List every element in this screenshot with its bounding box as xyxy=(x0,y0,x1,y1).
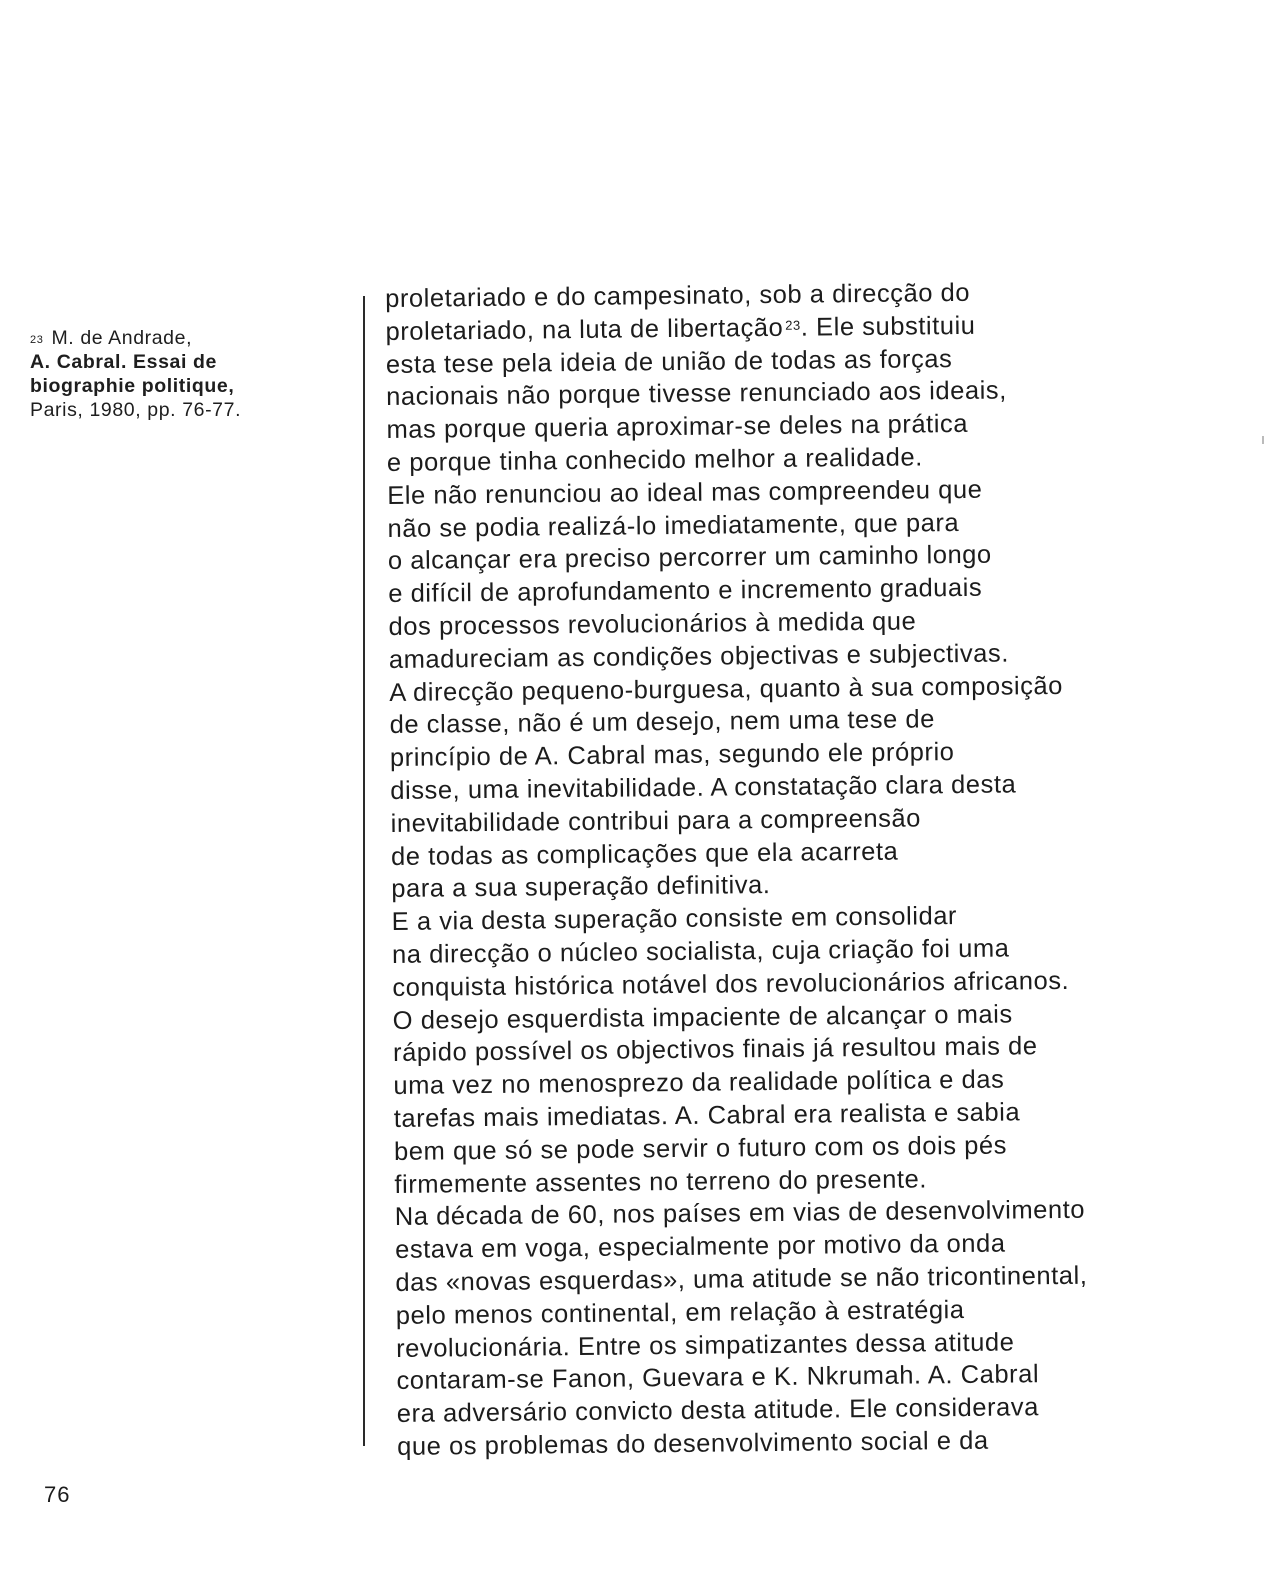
margin-rule xyxy=(363,296,365,1446)
footnote xyxy=(30,326,340,422)
text-line: inevitabilidade contribui para a compreensão xyxy=(390,804,922,838)
text-line: esta tese pela ideia de união de todas as forças xyxy=(385,344,953,379)
text-line: para a sua superação definitiva. xyxy=(391,871,771,904)
text-line: proletariado, na luta de libertação $^{23}$. Ele substituiu xyxy=(385,311,976,346)
text-line: E a via desta superação consiste em consolidar xyxy=(391,902,958,937)
text-line: nacionais não porque tivesse renunciado aos ideais, xyxy=(386,376,1007,412)
footnote-line: biographie politique, xyxy=(30,375,235,397)
text-line: revolucionária. Entre os simpatizantes dessa atitude xyxy=(396,1327,1015,1363)
text-line: uma vez no menosprezo da realidade política e das xyxy=(393,1065,1005,1101)
text-line: disse, uma inevitabilidade. A constatação clara desta xyxy=(390,770,1017,805)
text-line: estava em voga, especialmente por motivo da onda xyxy=(394,1229,1006,1265)
text-line: contaram-se Fanon, Guevara e K. Nkrumah. A. Cabral xyxy=(396,1360,1040,1396)
footnote-line: $^{23}$ M. de Andrade, xyxy=(30,327,193,349)
footnote-line: Paris, 1980, pp. 76-77. xyxy=(30,399,242,421)
footnote-marker: 23 xyxy=(30,334,44,346)
page-number: 76 xyxy=(44,1482,71,1507)
text-line: pelo menos continental, em relação à estratégia xyxy=(395,1295,965,1330)
text-line: conquista histórica notável dos revolucionários africanos. xyxy=(392,966,1070,1002)
text-line: Na década de 60, nos países em vias de desenvolvimento xyxy=(394,1196,1086,1232)
text-line: proletariado e do campesinato, sob a direcção do xyxy=(385,278,971,313)
body-text xyxy=(385,274,1257,1464)
text-line: mas porque queria aproximar-se deles na prática xyxy=(386,410,969,445)
text-line: firmemente assentes no terreno do presente. xyxy=(394,1164,928,1199)
text-line: de todas as complicações que ela acarreta xyxy=(390,837,899,871)
text-line: era adversário convicto desta atitude. Ele considerava xyxy=(396,1393,1040,1429)
text-line: rápido possível os objectivos finais já resultou mais de xyxy=(392,1032,1038,1068)
text-line: A direcção pequeno-burguesa, quanto à sua composição xyxy=(389,671,1064,707)
text-line: e porque tinha conhecido melhor a realidade. xyxy=(386,443,923,477)
text-line: não se podia realizá-lo imediatamente, que para xyxy=(387,508,960,543)
footnote-reference: 23 xyxy=(785,317,801,333)
text-line: que os problemas do desenvolvimento social e da xyxy=(397,1426,989,1461)
scan-artifact xyxy=(1262,436,1264,444)
footnote-line: A. Cabral. Essai de xyxy=(30,351,217,373)
text-line: O desejo esquerdista impaciente de alcançar o mais xyxy=(392,999,1013,1035)
text-line: o alcançar era preciso percorrer um caminho longo xyxy=(387,541,992,576)
text-line: na direcção o núcleo socialista, cuja criação foi uma xyxy=(391,934,1010,969)
text-line: tarefas mais imediatas. A. Cabral era realista e sabia xyxy=(393,1098,1021,1133)
text-line: princípio de A. Cabral mas, segundo ele próprio xyxy=(389,738,955,773)
text-line: bem que só se pode servir o futuro com os dois pés xyxy=(393,1131,1008,1166)
text-line: Ele não renunciou ao ideal mas compreendeu que xyxy=(387,475,983,510)
text-line: das «novas esquerdas», uma atitude se não tricontinental, xyxy=(395,1261,1088,1297)
text-line: amadureciam as condições objectivas e subjectivas. xyxy=(388,639,1010,674)
text-line: de classe, não é um desejo, nem uma tese de xyxy=(389,705,936,740)
text-line: e difícil de aprofundamento e incremento graduais xyxy=(388,573,983,609)
text-line: dos processos revolucionários à medida que xyxy=(388,607,917,641)
